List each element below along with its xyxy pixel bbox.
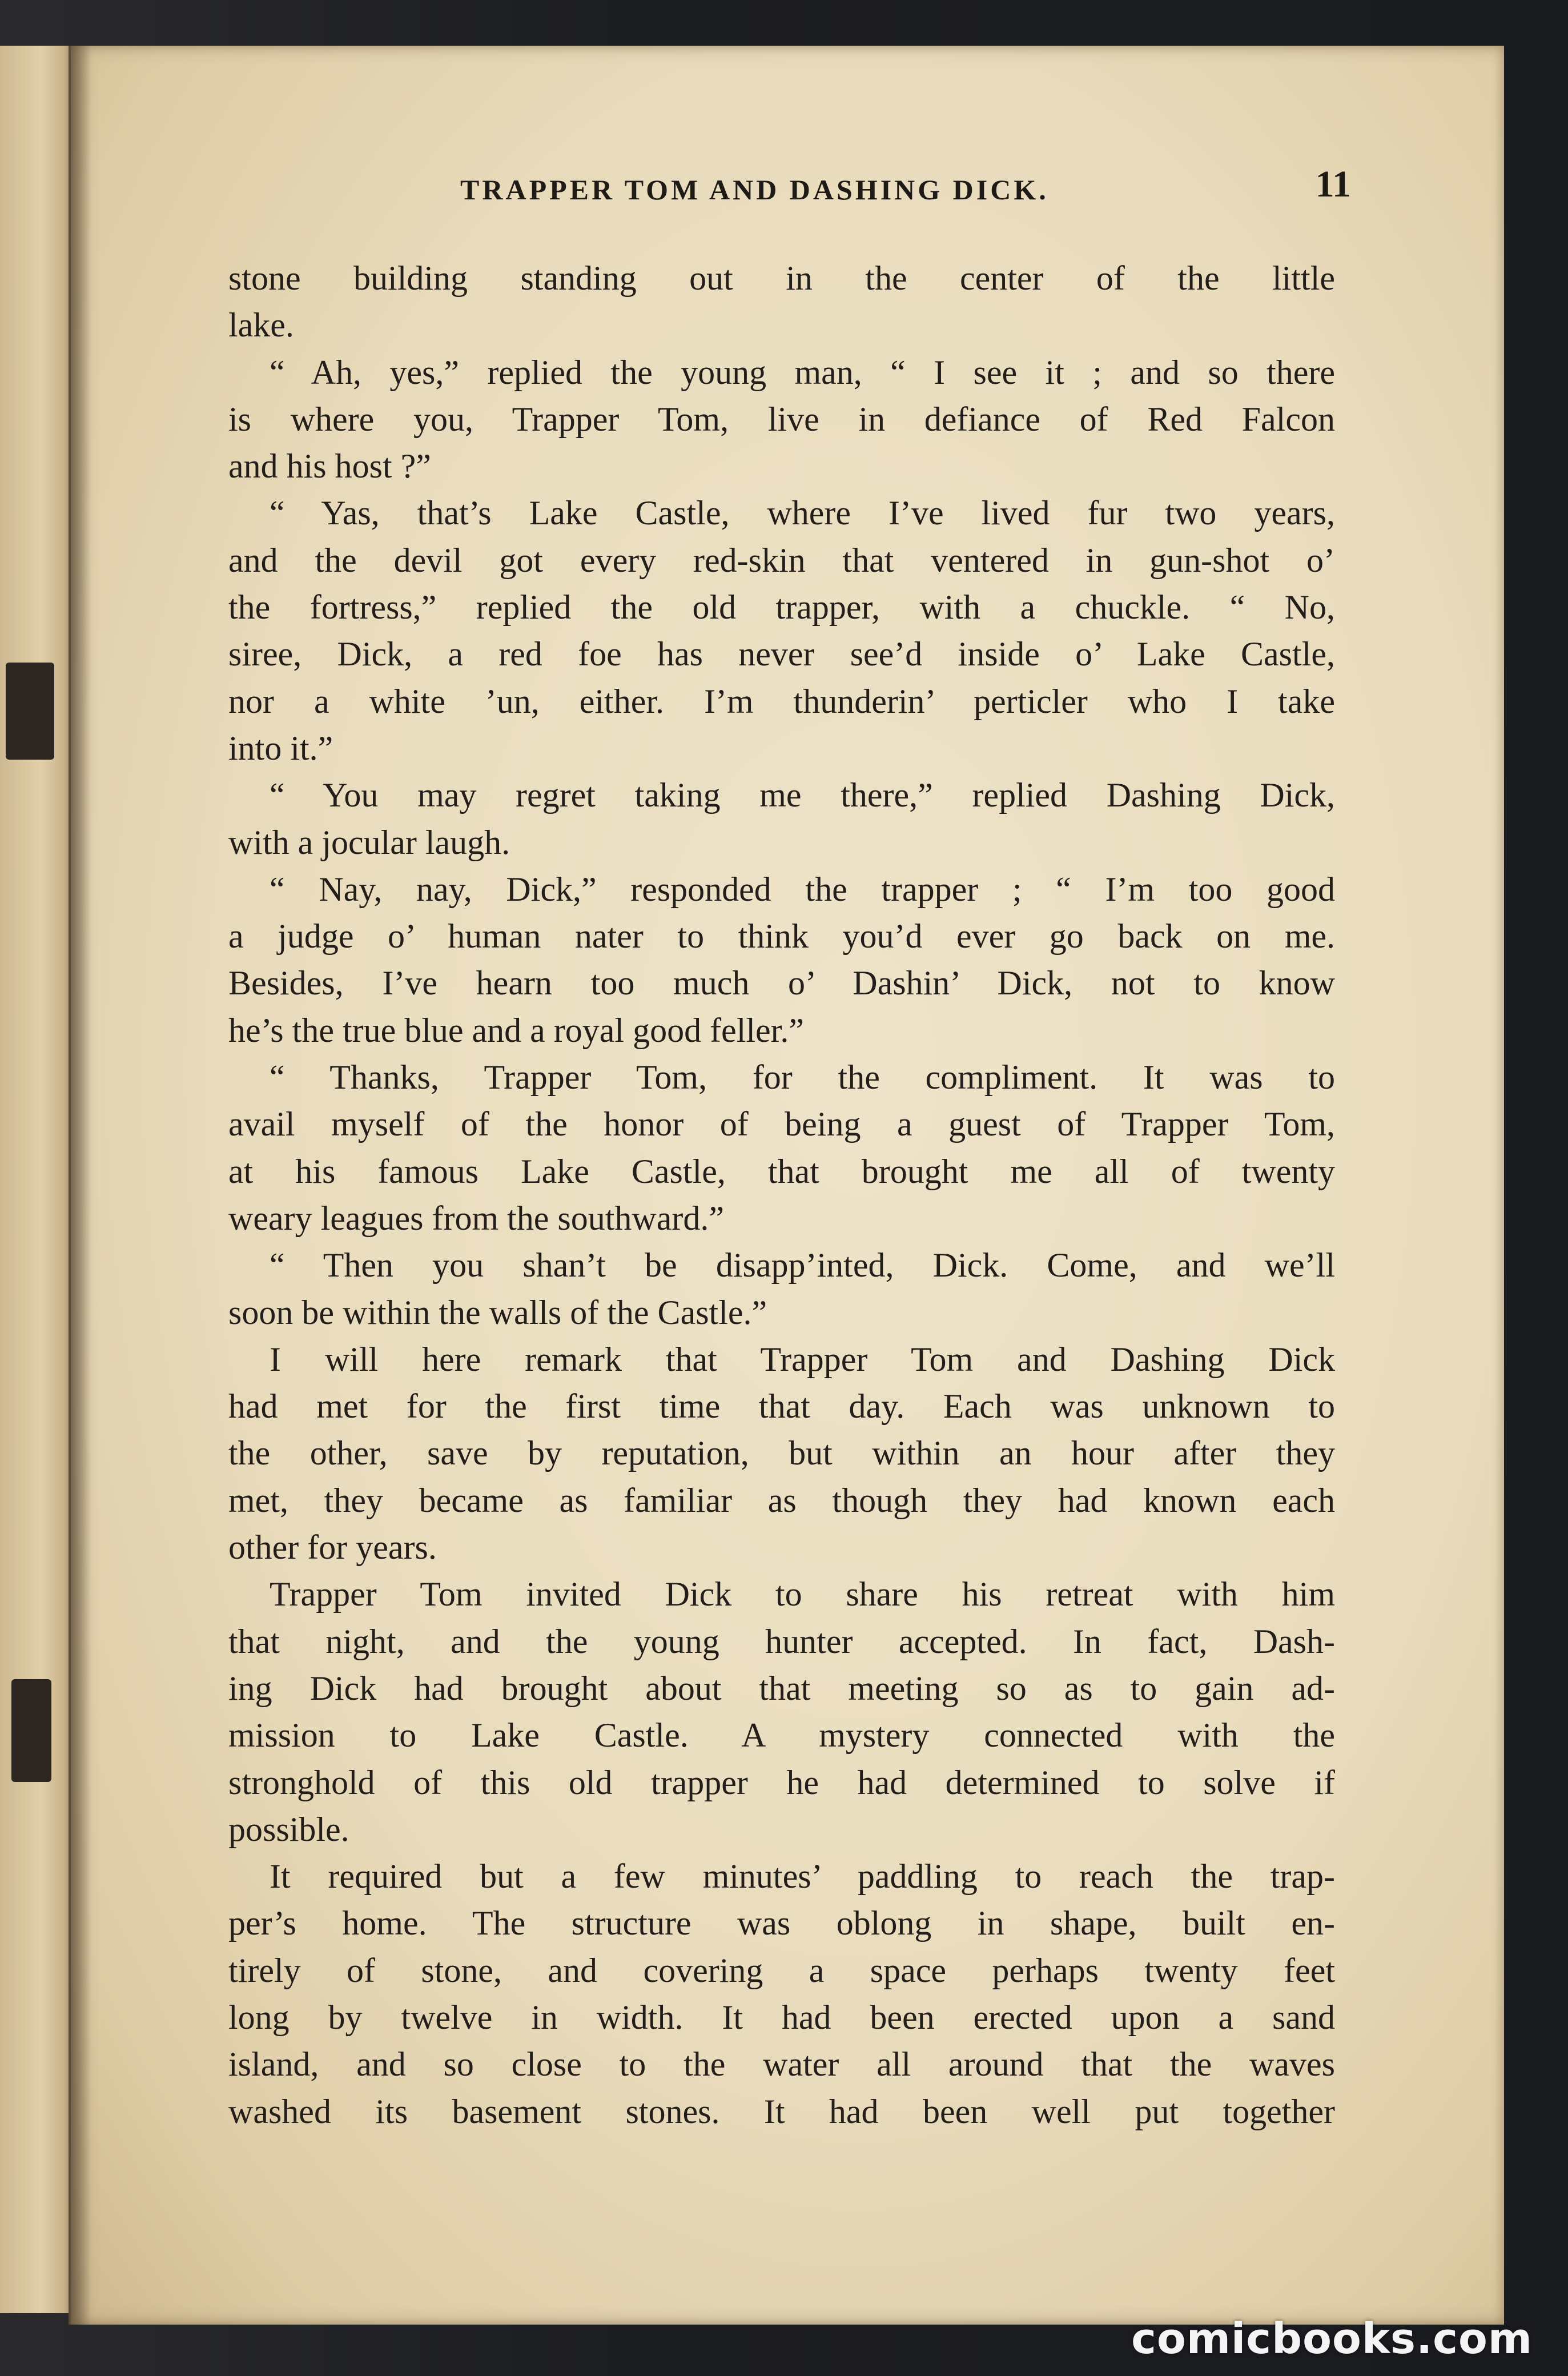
text-line: Trapper Tom invited Dick to share his retreat with him [270,1575,1335,1614]
text-line: mission to Lake Castle. A mystery connected with the [228,1716,1335,1755]
text-line: had met for the first time that day. Each was unknown to [228,1387,1335,1426]
text-line: tirely of stone, and covering a space perhaps twenty feet [228,1951,1335,1989]
text-line: long by twelve in width. It had been erected upon a sand [228,1998,1335,2036]
text-line: siree, Dick, a red foe has never see’d inside o’ Lake Castle, [228,635,1335,673]
text-line: “ Nay, nay, Dick,” responded the trapper ; “ I’m too good [270,870,1335,908]
text-line: “ Then you shan’t be disapp’inted, Dick. Come, and we’ll [270,1246,1335,1285]
text-line: “ You may regret taking me there,” replied Dashing Dick, [270,776,1335,814]
text-line: island, and so close to the water all around that the waves [228,2045,1335,2084]
text-line: possible. [228,1810,349,1848]
watermark: comicbooks.com [1131,2314,1533,2363]
text-line: “ Ah, yes,” replied the young man, “ I see it ; and so there [270,353,1335,391]
previous-page-edge [0,46,76,2313]
binding-mark-upper [6,663,54,760]
text-line: Besides, I’ve hearn too much o’ Dashin’ Dick, not to know [228,964,1335,1002]
text-line: lake. [228,306,294,344]
text-line: met, they became as familiar as though they had known each [228,1481,1335,1519]
text-line: with a jocular laugh. [228,823,510,861]
text-line: and his host ?” [228,447,431,485]
text-line: per’s home. The structure was oblong in shape, built en- [228,1904,1335,1942]
text-line: the fortress,” replied the old trapper, with a chuckle. “ No, [228,588,1335,627]
text-line: weary leagues from the southward.” [228,1199,725,1237]
text-line: ing Dick had brought about that meeting so as to gain ad- [228,1669,1335,1707]
binding-mark-lower [11,1679,51,1782]
page-number: 11 [1315,163,1351,205]
text-line: nor a white ’un, either. I’m thunderin’ perticler who I take [228,682,1335,720]
text-line: is where you, Trapper Tom, live in defiance of Red Falcon [228,400,1335,438]
text-line: at his famous Lake Castle, that brought me all of twenty [228,1152,1335,1190]
text-line: “ Yas, that’s Lake Castle, where I’ve lived fur two years, [270,494,1335,532]
text-line: into it.” [228,729,333,767]
page-header [460,163,1351,214]
text-line: and the devil got every red-skin that ventered in gun-shot o’ [228,541,1335,579]
text-line: avail myself of the honor of being a guest of Trapper Tom, [228,1105,1335,1143]
text-line: a judge o’ human nater to think you’d ever go back on me. [228,917,1335,956]
text-line: stronghold of this old trapper he had determined to solve if [228,1763,1335,1801]
text-line: stone building standing out in the center of the little [228,259,1335,297]
text-line: he’s the true blue and a royal good feller.” [228,1011,804,1049]
text-line: the other, save by reputation, but within an hour after they [228,1434,1335,1472]
text-line: soon be within the walls of the Castle.” [228,1293,767,1331]
spine-shadow [69,46,91,2325]
text-line: washed its basement stones. It had been well put together [228,2092,1335,2130]
text-line: I will here remark that Trapper Tom and Dashing Dick [270,1340,1335,1378]
text-line: other for years. [228,1528,437,1567]
text-line: that night, and the young hunter accepted. In fact, Dash- [228,1622,1335,1660]
running-title: TRAPPER TOM AND DASHING DICK. [460,174,1049,206]
text-line: It required but a few minutes’ paddling to reach the trap- [270,1857,1335,1896]
body-text [228,255,1335,2135]
text-line: “ Thanks, Trapper Tom, for the compliment. It was to [270,1058,1335,1097]
